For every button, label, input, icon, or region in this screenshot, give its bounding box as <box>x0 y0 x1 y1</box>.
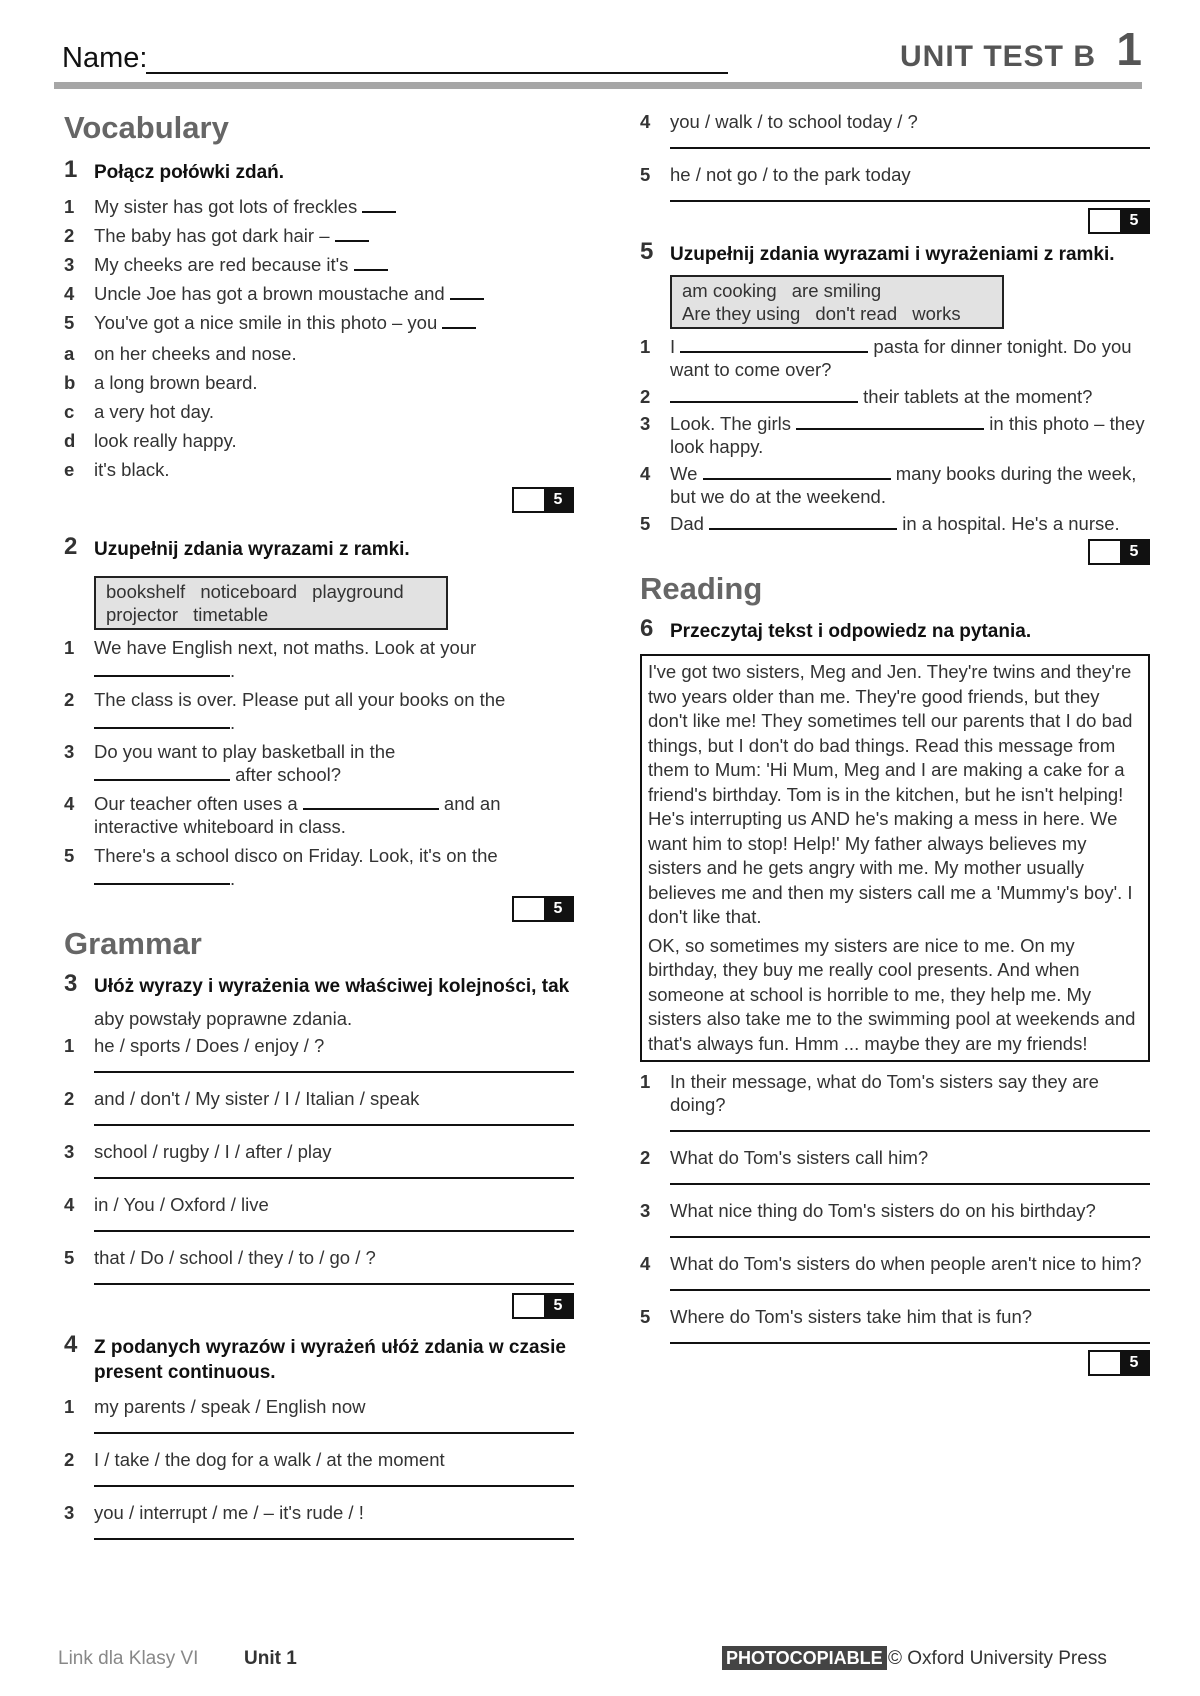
reading-text <box>640 654 1150 1062</box>
list-item: 4 you / walk / to school today / ? <box>640 110 1150 149</box>
score-box[interactable]: 5 <box>1088 1350 1150 1376</box>
answer-blank[interactable] <box>450 298 484 300</box>
answer-blank[interactable] <box>709 528 897 530</box>
list-item: 2 their tablets at the moment? <box>640 386 1093 407</box>
exercise-3-items <box>64 1034 574 1285</box>
option-item: b a long brown beard. <box>64 372 258 393</box>
answer-line[interactable] <box>94 1485 574 1487</box>
answer-line[interactable] <box>94 1432 574 1434</box>
answer-line[interactable] <box>670 1289 1150 1291</box>
answer-blank[interactable] <box>303 808 439 810</box>
exercise-6-instruction: 6 Przeczytaj tekst i odpowiedz na pytania. <box>640 615 1032 642</box>
answer-line[interactable] <box>670 1236 1150 1238</box>
answer-line[interactable] <box>670 1183 1150 1185</box>
test-title: UNIT TEST B <box>900 40 1096 73</box>
exercise-number: 4 <box>64 1331 78 1358</box>
unit-label: Unit 1 <box>244 1648 297 1669</box>
name-field[interactable] <box>146 72 728 74</box>
answer-line[interactable] <box>94 1071 574 1073</box>
list-item: 3 My cheeks are red because it's <box>64 253 574 276</box>
list-item: 5 There's a school disco on Friday. Look, it's on the . <box>64 845 498 889</box>
answer-blank[interactable] <box>796 428 984 430</box>
option-item: a on her cheeks and nose. <box>64 343 297 364</box>
exercise-1-options <box>64 342 574 481</box>
exercise-4-items-part2 <box>640 110 1150 202</box>
list-item: 5 that / Do / school / they / to / go / ? <box>64 1246 574 1285</box>
list-item: 1 I pasta for dinner tonight. Do you want to come over? <box>640 336 1132 380</box>
list-item: 5 he / not go / to the park today <box>640 163 1150 202</box>
exercise-number: 5 <box>640 238 654 265</box>
list-item: 2 and / don't / My sister / I / Italian / speak <box>64 1087 574 1126</box>
answer-blank[interactable] <box>94 779 230 781</box>
word-box: am cooking are smiling Are they using don't read works <box>670 275 1004 329</box>
list-item: 3 What nice thing do Tom's sisters do on his birthday? <box>640 1199 1150 1238</box>
answer-line[interactable] <box>670 147 1150 149</box>
page-header <box>58 22 1142 88</box>
list-item: 5 Dad in a hospital. He's a nurse. <box>640 513 1120 534</box>
exercise-3-subinstruction: aby powstały poprawne zdania. <box>94 1008 353 1029</box>
exercise-number: 3 <box>64 970 78 997</box>
word-box: bookshelf noticeboard playground projector timetable <box>94 576 448 630</box>
answer-blank[interactable] <box>354 269 388 271</box>
exercise-1-items <box>64 195 574 334</box>
score-box[interactable]: 5 <box>512 487 574 513</box>
series-name: Link dla Klasy VI <box>58 1648 199 1669</box>
list-item: 3 you / interrupt / me / – it's rude / ! <box>64 1501 574 1540</box>
word-box-wrapper <box>670 275 1150 329</box>
score-box[interactable]: 5 <box>1088 539 1150 565</box>
answer-blank[interactable] <box>680 351 868 353</box>
list-item: 1 We have English next, not maths. Look at your . <box>64 637 477 681</box>
option-item: e it's black. <box>64 459 170 480</box>
reading-heading: Reading <box>640 571 763 606</box>
list-item: 1 he / sports / Does / enjoy / ? <box>64 1034 574 1073</box>
list-item: 4 in / You / Oxford / live <box>64 1193 574 1232</box>
exercise-4-instruction: 4 Z podanych wyrazów i wyrażeń ułóż zdania w czasie present continuous. <box>64 1331 566 1383</box>
exercise-3-instruction: 3 Ułóż wyrazy i wyrażenia we właściwej kolejności, tak <box>64 970 570 997</box>
answer-blank[interactable] <box>670 401 858 403</box>
list-item: 2 The class is over. Please put all your books on the . <box>64 689 506 733</box>
option-item: c a very hot day. <box>64 401 214 422</box>
exercise-2-items <box>64 636 574 890</box>
reading-paragraph: I've got two sisters, Meg and Jen. They're twins and they're two years older than me. They're good friends, but they don't like me! They sometimes tell our parents that I do bad things, but I don't do bad things. Read this message from them to Mum: 'Hi Mum, Meg and I are making a cake for a friend's birthday. Tom is in the kitchen, but he isn't helping! He's interrupting us AND he's making a mess in here. We want him to stop! Help!' My father always believes my sisters and he gets angry with me. My mother usually believes me and then my sisters call me a 'Mummy's boy'. I don't like that. <box>648 661 1133 927</box>
list-item: 4 We many books during the week, but we do at the weekend. <box>640 463 1137 507</box>
list-item: 3 Do you want to play basketball in the after school? <box>64 741 396 785</box>
list-item: 5 Where do Tom's sisters take him that is fun? <box>640 1305 1150 1344</box>
word-box-wrapper <box>94 576 574 630</box>
answer-line[interactable] <box>94 1177 574 1179</box>
grammar-heading: Grammar <box>64 926 202 961</box>
list-item: 2 What do Tom's sisters call him? <box>640 1146 1150 1185</box>
exercise-2-instruction: 2 Uzupełnij zdania wyrazami z ramki. <box>64 533 410 560</box>
list-item: 5 You've got a nice smile in this photo – you <box>64 311 574 334</box>
answer-line[interactable] <box>670 1130 1150 1132</box>
answer-blank[interactable] <box>335 240 369 242</box>
list-item: 1 In their message, what do Tom's sisters say they are doing? <box>640 1070 1150 1132</box>
answer-line[interactable] <box>670 200 1150 202</box>
reading-paragraph: OK, so sometimes my sisters are nice to me. On my birthday, they buy me really cool presents. And when someone at school is horrible to me, they help me. My sisters also take me to the swimming pool at weekends and that's always fun. Hmm ... maybe they are my friends! <box>648 934 1136 1054</box>
left-column <box>64 110 574 1540</box>
option-item: d look really happy. <box>64 430 237 451</box>
score-box[interactable]: 5 <box>1088 208 1150 234</box>
answer-blank[interactable] <box>94 675 230 677</box>
list-item: 4 Uncle Joe has got a brown moustache and <box>64 282 574 305</box>
exercise-4-items-part1 <box>64 1395 574 1540</box>
list-item: 3 school / rugby / I / after / play <box>64 1140 574 1179</box>
list-item: 1 my parents / speak / English now <box>64 1395 574 1434</box>
list-item: 2 The baby has got dark hair – <box>64 224 574 247</box>
vocabulary-heading: Vocabulary <box>64 110 229 145</box>
answer-line[interactable] <box>94 1124 574 1126</box>
photocopiable-badge: PHOTOCOPIABLE <box>722 1646 887 1670</box>
answer-blank[interactable] <box>94 883 230 885</box>
exercise-number: 6 <box>640 615 654 642</box>
answer-blank[interactable] <box>442 327 476 329</box>
exercise-6-questions <box>640 1070 1150 1344</box>
unit-number: 1 <box>1116 23 1142 75</box>
header-divider <box>54 82 1142 89</box>
list-item: 4 Our teacher often uses a and an interactive whiteboard in class. <box>64 793 501 837</box>
answer-line[interactable] <box>94 1283 574 1285</box>
answer-blank[interactable] <box>362 211 396 213</box>
list-item: 2 I / take / the dog for a walk / at the moment <box>64 1448 574 1487</box>
score-box[interactable]: 5 <box>512 1293 574 1319</box>
exercise-1-instruction: 1 Połącz połówki zdań. <box>64 156 285 183</box>
exercise-number: 2 <box>64 533 78 560</box>
exercise-5-instruction: 5 Uzupełnij zdania wyrazami i wyrażeniami z ramki. <box>640 238 1115 265</box>
list-item: 1 My sister has got lots of freckles <box>64 195 574 218</box>
answer-line[interactable] <box>94 1538 574 1540</box>
list-item: 3 Look. The girls in this photo – they look happy. <box>640 413 1145 457</box>
name-label: Name: <box>62 42 148 74</box>
answer-line[interactable] <box>670 1342 1150 1344</box>
answer-blank[interactable] <box>703 478 891 480</box>
exercise-number: 1 <box>64 156 78 183</box>
answer-line[interactable] <box>94 1230 574 1232</box>
answer-blank[interactable] <box>94 727 230 729</box>
list-item: 4 What do Tom's sisters do when people aren't nice to him? <box>640 1252 1150 1291</box>
score-box[interactable]: 5 <box>512 896 574 922</box>
right-column <box>640 110 1150 1376</box>
exercise-5-items <box>640 335 1150 535</box>
publisher-credit: © Oxford University Press <box>888 1648 1107 1669</box>
